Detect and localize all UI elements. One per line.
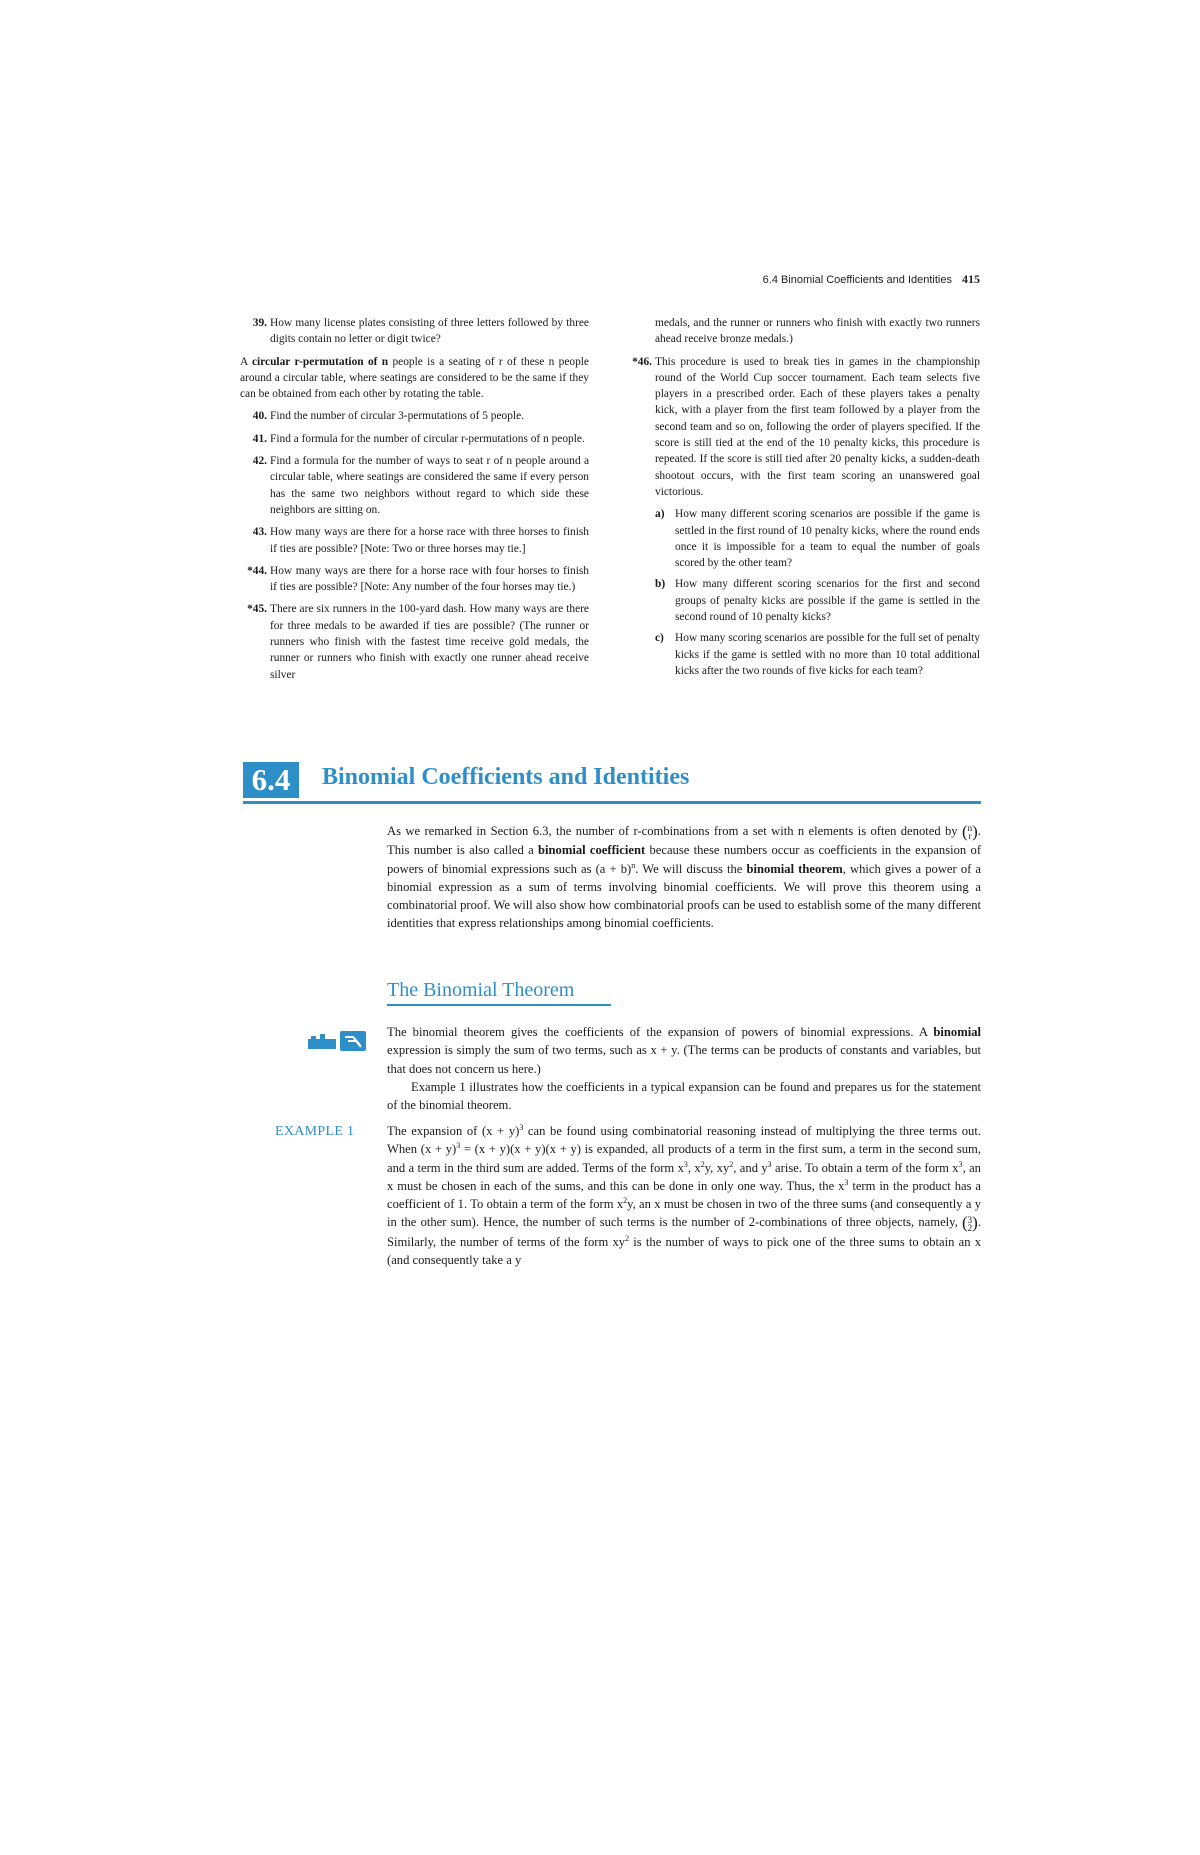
- subsection-title: The Binomial Theorem: [387, 979, 575, 1001]
- running-head-title: 6.4 Binomial Coefficients and Identities: [762, 274, 952, 286]
- exercises-left-column: [240, 315, 589, 689]
- exercise-42: 42. Find a formula for the number of ways to seat r of n people around a circular table, where seatings are considered the same if every person has the same two neighbors without regard to which side these neighbors are sitting on.: [252, 455, 589, 516]
- margin-links-icon: [308, 1030, 368, 1052]
- term-binomial: binomial: [933, 1025, 981, 1039]
- exercise-45-continued: medals, and the runner or runners who finish with exactly two runners ahead receive bronze medals.): [655, 317, 980, 346]
- exercise-44: *44. How many ways are there for a horse race with four horses to finish if ties are possible? [Note: Any number of the four horses may tie.): [247, 564, 589, 594]
- exercise-40: 40. Find the number of circular 3-permutations of 5 people.: [252, 410, 525, 423]
- exercises-right-column: [625, 315, 980, 684]
- term-binomial-coefficient: binomial coefficient: [538, 843, 646, 858]
- binomial-n-r: n r: [967, 823, 973, 842]
- intro-paragraph: As we remarked in Section 6.3, the number of r-combinations from a set with n elements is often denoted by ( n r ). This number is also called a binomial coefficient because these numbers occur as coefficients in the expansion of powers of binomial expressions such as $(a + b)^n$. We will discuss the binomial theorem, which gives a power of a binomial expression as a sum of terms involving binomial coefficients. We will prove this theorem using a combinatorial proof. We will also show how combinatorial proofs can be used to establish some of the many different identities that express relationships among binomial coefficients.: [387, 821, 982, 931]
- exercise-45: *45. There are six runners in the 100-yard dash. How many ways are there for three medals to be awarded if ties are possible? (The runner or runners who finish with the fastest time receive gold medals, the runner or runners who finish with exactly one runner ahead receive silver: [247, 603, 589, 681]
- term-binomial-theorem: binomial theorem: [746, 861, 843, 876]
- example-1-text: The expansion of $(x + y)^3$ can be found using combinatorial reasoning instead of multiplying the three terms out. When $(x + y)^3 = (x + y)(x + y)(x + y)$ is expanded, all products of a term in the first sum, a term in the second sum, and a term in the third sum are added. Terms of the form $x^3$, $x^2y$, $xy^2$, and $y^3$ arise. To obtain a term of the form $x^3$, an x must be chosen in each of the sums, and this can be done in only one way. Thus, the $x^3$ term in the product has a coefficient of 1. To obtain a term of the form $x^2y$, an x must be chosen in two of the three sums (and consequently a y in the other sum). Hence, the number of such terms is the number of 2-combinations of three objects, namely, ( 3 2 ). Similarly, the number of terms of the form $xy^2$ is the number of ways to pick one of the three sums to obtain an x (and consequently take a y: [387, 1122, 981, 1268]
- definition-term: circular r-permutation of n: [251, 355, 389, 368]
- exercise-41: 41. Find a formula for the number of circular r-permutations of n people.: [252, 432, 585, 445]
- section-number-box: 6.4: [243, 762, 299, 798]
- subsection-rule: [387, 1004, 611, 1006]
- circular-permutation-definition: A circular r-permutation of n people is a seating of r of these n people around a circular table, where seatings are considered to be the same if they can be obtained from each other by rotating the table.: [240, 355, 589, 401]
- section-rule: [243, 801, 981, 804]
- example-1-label: EXAMPLE 1: [275, 1124, 355, 1139]
- section-title: Binomial Coefficients and Identities: [322, 764, 690, 790]
- exercise-46-part-b: b) How many different scoring scenarios for the first and second groups of penalty kicks are possible if the game is settled in the second round of 10 penalty kicks?: [655, 578, 980, 624]
- exercise-43: 43. How many ways are there for a horse race with three horses to finish if ties are possible? [Note: Two or three horses may tie.]: [252, 526, 589, 555]
- binomial-3-2: 3 2: [967, 1214, 973, 1233]
- binomial-theorem-text: The binomial theorem gives the coefficients of the expansion of powers of binomial expressions. A binomial expression is simply the sum of two terms, such as x + y. (The terms can be products of constants and variables, but that does not concern us here.) Example 1 illustrates how the coefficients in a typical expansion can be found and prepares us for the statement of the binomial theorem.: [387, 1025, 981, 1113]
- page-number: 415: [962, 272, 980, 286]
- exercise-46: *46. This procedure is used to break ties in games in the championship round of the World Cup soccer tournament. Each team selects five players in a prescribed order. Each of these players takes a penalty kick, with a player from the first team followed by a player from the second team and so on, following the order of players specified. If the score is still tied at the end of the 10 penalty kicks, this procedure is repeated. If the score is still tied after 20 penalty kicks, a sudden-death shootout occurs, with the first team scoring an unanswered goal victorious.: [632, 355, 980, 498]
- exercise-46-part-c: c) How many scoring scenarios are possible for the full set of penalty kicks if the game is settled with no more than 10 total additional kicks after the two rounds of five kicks for each team?: [655, 632, 980, 677]
- running-head: [740, 272, 980, 287]
- exercise-46-parts: [625, 506, 980, 679]
- exercise-39: 39. How many license plates consisting of three letters followed by three digits contain no letter or digit twice?: [252, 317, 589, 346]
- exercise-46-part-a: a) How many different scoring scenarios are possible if the game is settled in the first round of 10 penalty kicks, where the round ends once it is impossible for a team to equal the number of goals scored by the other team?: [655, 508, 980, 570]
